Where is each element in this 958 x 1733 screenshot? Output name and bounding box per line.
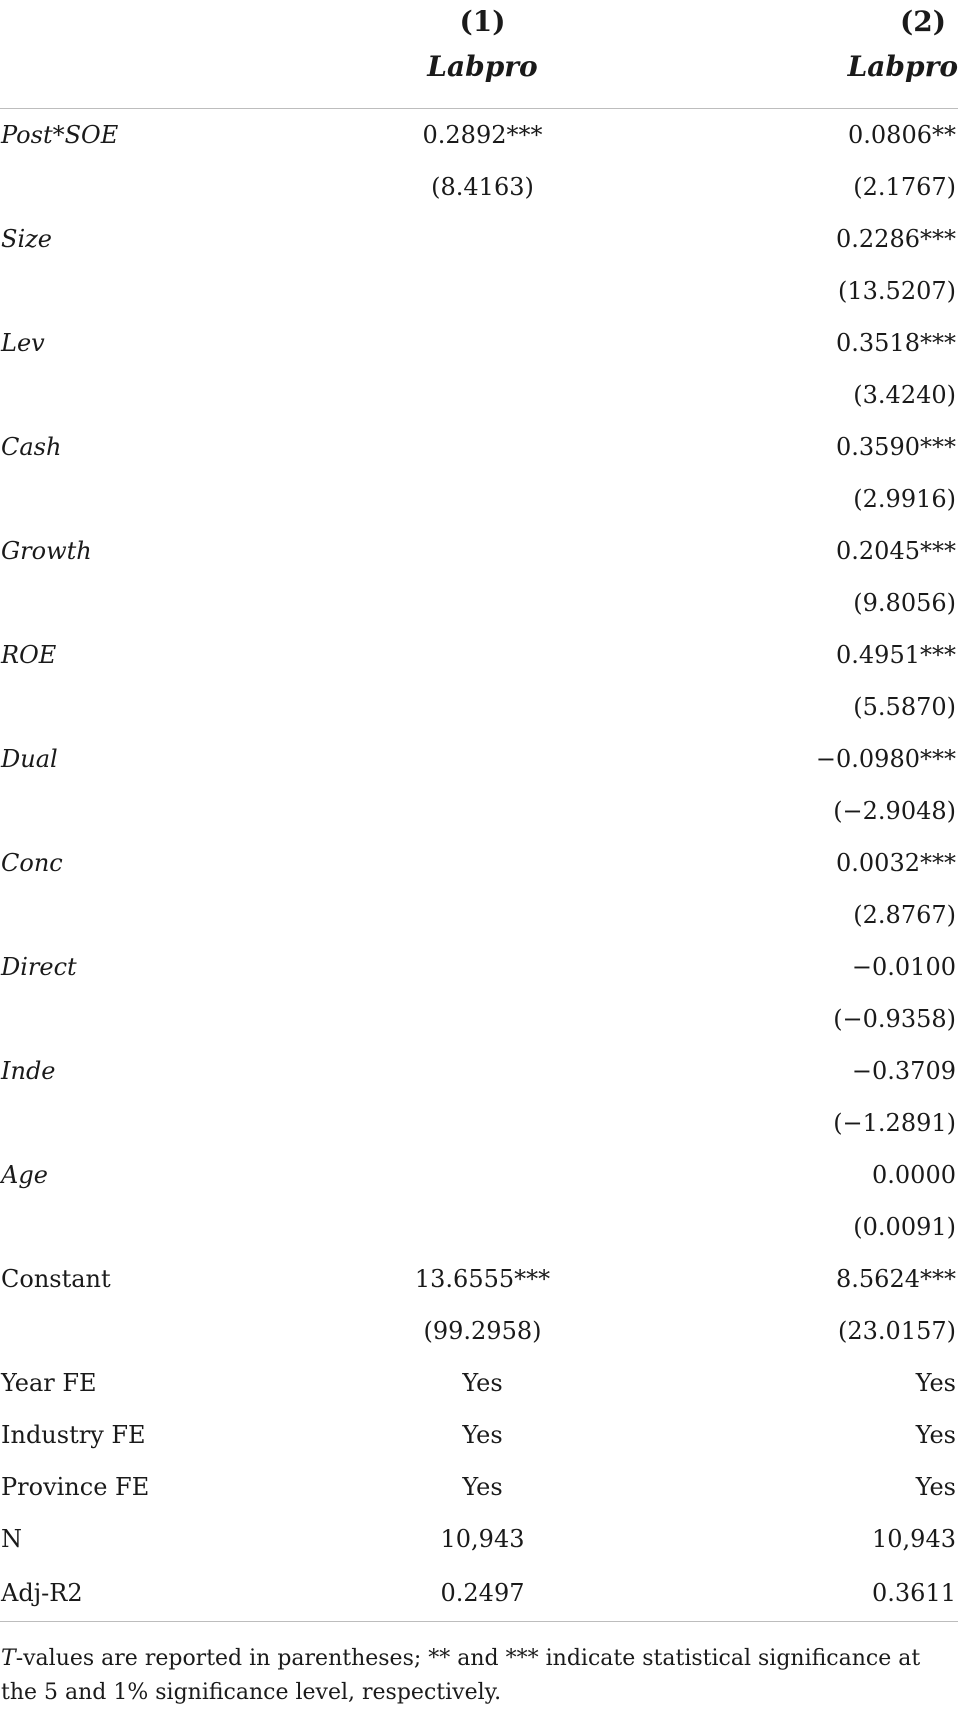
table-row	[0, 1565, 958, 1622]
column-1-value: Yes	[462, 1421, 503, 1449]
column-1-value	[330, 785, 635, 837]
column-1-value	[330, 265, 635, 317]
column-2-value: (0.0091)	[853, 1213, 956, 1241]
table-footnote	[1, 1642, 955, 1710]
table-row	[0, 837, 958, 889]
table-row	[0, 369, 958, 421]
column-1-value	[330, 681, 635, 733]
table-row	[0, 1045, 958, 1097]
column-1-value: Yes	[462, 1473, 503, 1501]
table-row	[0, 577, 958, 629]
column-1-value	[330, 1045, 635, 1097]
column-1-value	[330, 629, 635, 681]
footnote-text: -values are reported in parentheses; ** and *** indicate statistical significance at the 5 and 1% significance level, respectively.	[1, 1646, 921, 1705]
table-row	[0, 473, 958, 525]
row-label: Growth	[1, 537, 92, 565]
column-1-value	[330, 837, 635, 889]
table-row	[0, 1253, 958, 1305]
table-row	[0, 1409, 958, 1461]
header-row-column-numbers	[0, 0, 958, 42]
column-1-value	[330, 941, 635, 993]
column-1-value: 0.2892***	[422, 121, 543, 149]
row-label: Inde	[1, 1057, 56, 1085]
column-2-value: 0.4951***	[836, 641, 956, 669]
table-header	[0, 0, 958, 109]
column-2-value: (2.8767)	[853, 901, 956, 929]
table-row	[0, 889, 958, 941]
column-2-value: 0.0032***	[836, 849, 956, 877]
column-2-value: Yes	[915, 1369, 956, 1397]
column-2-value: (−1.2891)	[833, 1109, 956, 1137]
column-2-value: 10,943	[872, 1525, 956, 1553]
table-row	[0, 1513, 958, 1565]
column-2-value: 0.0000	[872, 1161, 956, 1189]
column-2-value: −0.3709	[851, 1057, 956, 1085]
table-row	[0, 1201, 958, 1253]
table-row	[0, 941, 958, 993]
column-2-value: 0.2045***	[836, 537, 956, 565]
table-row	[0, 1461, 958, 1513]
header-label-cell	[0, 0, 330, 42]
column-1-value	[330, 1097, 635, 1149]
column-2-value: (3.4240)	[853, 381, 956, 409]
table-row	[0, 161, 958, 213]
table-row	[0, 1305, 958, 1357]
column-1-value	[330, 993, 635, 1045]
column-1-value	[330, 889, 635, 941]
column-2-value: (13.5207)	[838, 277, 956, 305]
table-body	[0, 109, 958, 1622]
column-1-value	[330, 1201, 635, 1253]
column-1-value	[330, 1149, 635, 1201]
column-2-value: (9.8056)	[853, 589, 956, 617]
row-label	[0, 577, 330, 629]
column-2-value: (−2.9048)	[833, 797, 956, 825]
row-label	[0, 785, 330, 837]
header-label-cell	[0, 42, 330, 109]
footnote-t-letter: T	[1, 1646, 16, 1671]
table-row	[0, 785, 958, 837]
row-label	[0, 265, 330, 317]
table-row	[0, 629, 958, 681]
row-label	[0, 993, 330, 1045]
table-row	[0, 421, 958, 473]
header-row-dependent-variables	[0, 42, 958, 109]
column-1-value	[330, 317, 635, 369]
row-label	[0, 1305, 330, 1357]
table-row	[0, 317, 958, 369]
column-1-value	[330, 473, 635, 525]
column-2-value: (2.1767)	[853, 173, 956, 201]
table-row	[0, 1149, 958, 1201]
column-1-value: 10,943	[440, 1525, 525, 1553]
table-row	[0, 1097, 958, 1149]
column-2-value: Yes	[915, 1473, 956, 1501]
row-label	[0, 681, 330, 733]
column-2-value: 0.3611	[635, 1565, 958, 1622]
column-2-value: −0.0100	[851, 953, 956, 981]
column-1-value: (8.4163)	[431, 173, 534, 201]
row-label: Year FE	[1, 1369, 97, 1397]
column-1-value	[330, 213, 635, 265]
column-2-value: 8.5624***	[836, 1265, 956, 1293]
table-row	[0, 993, 958, 1045]
column-1-value	[330, 369, 635, 421]
row-label	[0, 161, 330, 213]
column-2-value: Yes	[915, 1421, 956, 1449]
column-1-value: 0.2497	[330, 1565, 635, 1622]
column-1-value	[330, 733, 635, 785]
row-label: Province FE	[1, 1473, 150, 1501]
row-label: Conc	[1, 849, 63, 877]
column-1-number: (1)	[459, 5, 506, 38]
table-row	[0, 265, 958, 317]
column-1-value	[330, 421, 635, 473]
row-label: Industry FE	[1, 1421, 146, 1449]
column-2-value: (5.5870)	[853, 693, 956, 721]
row-label: Direct	[1, 953, 77, 981]
column-2-value: 0.3518***	[836, 329, 956, 357]
column-2-value: 0.2286***	[836, 225, 956, 253]
table-row	[0, 1357, 958, 1409]
column-1-value	[330, 525, 635, 577]
column-1-value: (99.2958)	[423, 1317, 542, 1345]
column-2-value: (−0.9358)	[833, 1005, 956, 1033]
column-1-value: 13.6555***	[414, 1265, 551, 1293]
column-1-dependent-variable: Labpro	[330, 42, 635, 109]
row-label	[0, 1201, 330, 1253]
column-2-dependent-variable: Labpro	[635, 42, 958, 109]
row-label: Lev	[1, 329, 45, 357]
row-label: Size	[1, 225, 52, 253]
column-2-number: (2)	[900, 5, 946, 38]
row-label: Cash	[1, 433, 62, 461]
row-label	[0, 1097, 330, 1149]
row-label: Post*SOE	[1, 121, 119, 149]
column-2-value: (23.0157)	[838, 1317, 956, 1345]
table-row	[0, 681, 958, 733]
row-label: Adj-R2	[0, 1565, 330, 1622]
row-label: Constant	[1, 1265, 111, 1293]
column-2-value: −0.0980***	[815, 745, 956, 773]
row-label: ROE	[1, 641, 57, 669]
row-label	[0, 473, 330, 525]
row-label	[0, 889, 330, 941]
column-2-value: (2.9916)	[853, 485, 956, 513]
column-1-value: Yes	[462, 1369, 503, 1397]
column-2-value: 0.0806**	[848, 121, 956, 149]
table-row	[0, 525, 958, 577]
row-label	[0, 369, 330, 421]
table-row	[0, 733, 958, 785]
table-row	[0, 213, 958, 265]
row-label: Age	[1, 1161, 48, 1189]
row-label: Dual	[1, 745, 58, 773]
table-row	[0, 109, 958, 162]
row-label: N	[1, 1525, 22, 1553]
column-2-value: 0.3590***	[836, 433, 956, 461]
column-1-value	[330, 577, 635, 629]
